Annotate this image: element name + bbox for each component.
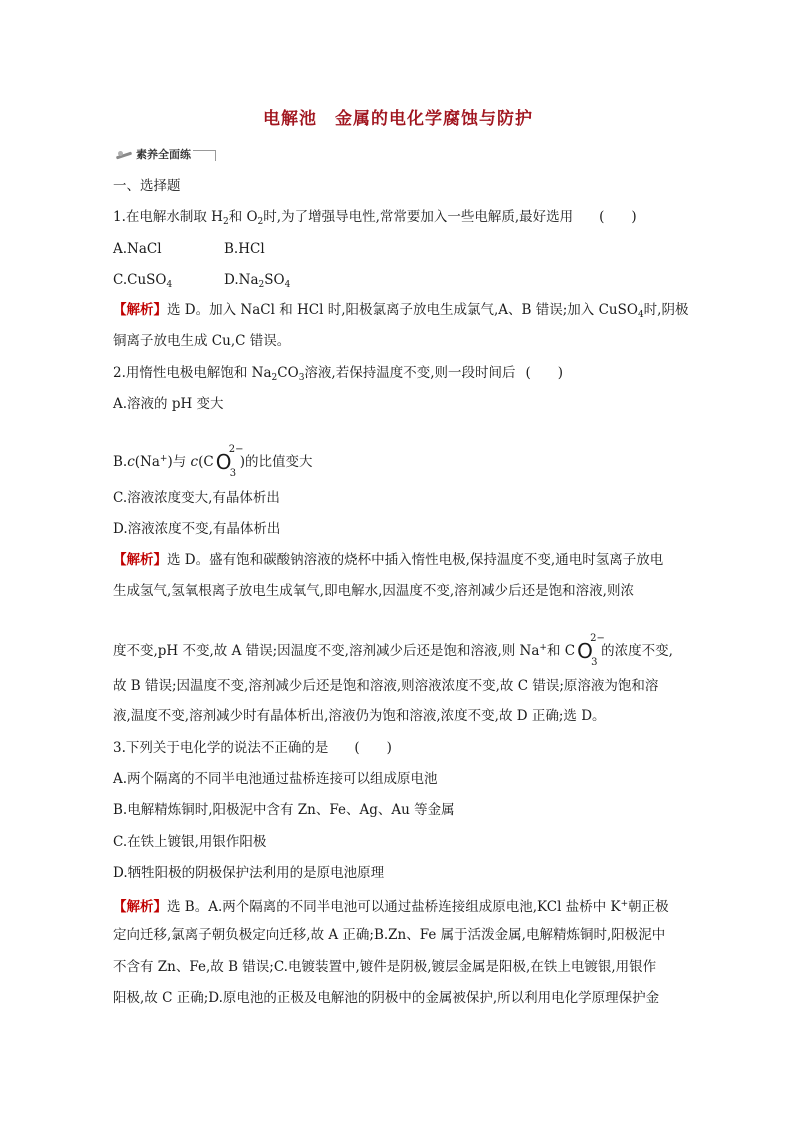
question-2-option-b: B.c(Na+)与 c(C O 2− 3 )的比值变大 — [113, 444, 313, 479]
answer-paren: ( ) — [525, 365, 564, 381]
question-3-analysis-line-2: 定向迁移,氯离子朝负极定向迁移,故 A 正确;B.Zn、Fe 属于活泼金属,电解精炼铜时,阳极泥中 — [113, 927, 666, 943]
question-3-option-b: B.电解精炼铜时,阳极泥中含有 Zn、Fe、Ag、Au 等金属 — [113, 802, 455, 818]
option-b: B.HCl — [224, 241, 265, 257]
question-2-analysis-line-2: 生成氢气,氢氧根离子放电生成氧气,即电解水,因温度不变,溶剂减少后还是饱和溶液,则浓 — [113, 583, 634, 599]
analysis-label: 【解析】 — [113, 899, 167, 915]
option-d: $D.Na_2SO_4$ — [224, 272, 291, 290]
answer-paren: ( ) — [354, 740, 392, 756]
answer-paren: ( ) — [599, 209, 637, 225]
question-1-options-ab — [113, 239, 265, 259]
carbonate-ion: O 2− 3 — [215, 444, 244, 479]
question-1-analysis-line-2: 铜离子放电生成 Cu,C 错误。 — [113, 333, 291, 349]
question-2-analysis-line-1: 【解析】选 D。盛有饱和碳酸钠溶液的烧杯中插入惰性电极,保持温度不变,通电时氢离子放电 — [113, 552, 664, 568]
question-1-analysis-line-1: 【解析】选 D。加入 NaCl 和 HCl 时,阳极氯离子放电生成氯气,A、B 错误;加入 CuSO$_4$时,阴极 — [113, 302, 689, 320]
question-3-stem: 3.下列关于电化学的说法不正确的是 ( ) — [113, 740, 392, 756]
analysis-label: 【解析】 — [113, 552, 167, 568]
question-3-option-c: C.在铁上镀银,用银作阳极 — [113, 834, 267, 850]
question-2-option-c: C.溶液浓度变大,有晶体析出 — [113, 490, 280, 506]
question-1-stem: 1.在电解水制取 $H_2$和 $O_2$时,为了增强导电性,常常要加入一些电解质,最好选用 ( ) — [113, 209, 637, 227]
question-3-option-a: A.两个隔离的不同半电池通过盐桥连接可以组成原电池 — [113, 771, 438, 787]
section-heading: 一、选择题 — [113, 178, 181, 194]
page-title: 电解池 金属的电化学腐蚀与防护 — [263, 109, 533, 129]
question-1-options-cd — [113, 270, 290, 295]
question-3-option-d: D.牺牲阳极的阴极保护法利用的是原电池原理 — [113, 865, 385, 881]
question-3-analysis-line-3: 不含有 Zn、Fe,故 B 错误;C.电镀装置中,镀件是阴极,镀层金属是阳极,在铁上电镀银,用银作 — [113, 959, 657, 975]
section-tag-label: 素养全面练 — [136, 148, 191, 161]
question-2-option-d: D.溶液浓度不变,有晶体析出 — [113, 521, 281, 537]
question-2-analysis-line-5: 液,温度不变,溶剂减少时有晶体析出,溶液仍为饱和溶液,浓度不变,故 D 正确;选 D。 — [113, 708, 606, 724]
section-tag — [116, 147, 216, 161]
option-a: A.NaCl — [113, 241, 162, 257]
question-2-analysis-line-3: 度不变,pH 不变,故 A 错误;因温度不变,溶剂减少后还是饱和溶液,则 Na+和 C O 2− 3 的浓度不变, — [113, 633, 673, 668]
question-3-analysis-line-1: 【解析】选 B。A.两个隔离的不同半电池可以通过盐桥连接组成原电池,KCl 盐桥中 K+朝正极 — [113, 899, 669, 915]
question-2-analysis-line-4: 故 B 错误;因温度不变,溶剂减少后还是饱和溶液,则溶液浓度不变,故 C 错误;原溶液为饱和溶 — [113, 678, 659, 694]
tag-decoration — [193, 150, 216, 161]
option-c: C.CuSO$_4$ — [113, 272, 173, 290]
question-2-stem: 2.用惰性电极电解饱和 $Na_2CO_3$溶液,若保持温度不变,则一段时间后 ( ) — [113, 365, 564, 383]
pen-icon — [116, 149, 134, 159]
question-3-analysis-line-4: 阳极,故 C 正确;D.原电池的正极及电解池的阴极中的金属被保护,所以利用电化学原理保护金 — [113, 990, 660, 1006]
analysis-label: 【解析】 — [113, 302, 167, 318]
question-2-option-a: A.溶液的 pH 变大 — [113, 396, 224, 412]
carbonate-ion: O 2− 3 — [577, 633, 605, 668]
